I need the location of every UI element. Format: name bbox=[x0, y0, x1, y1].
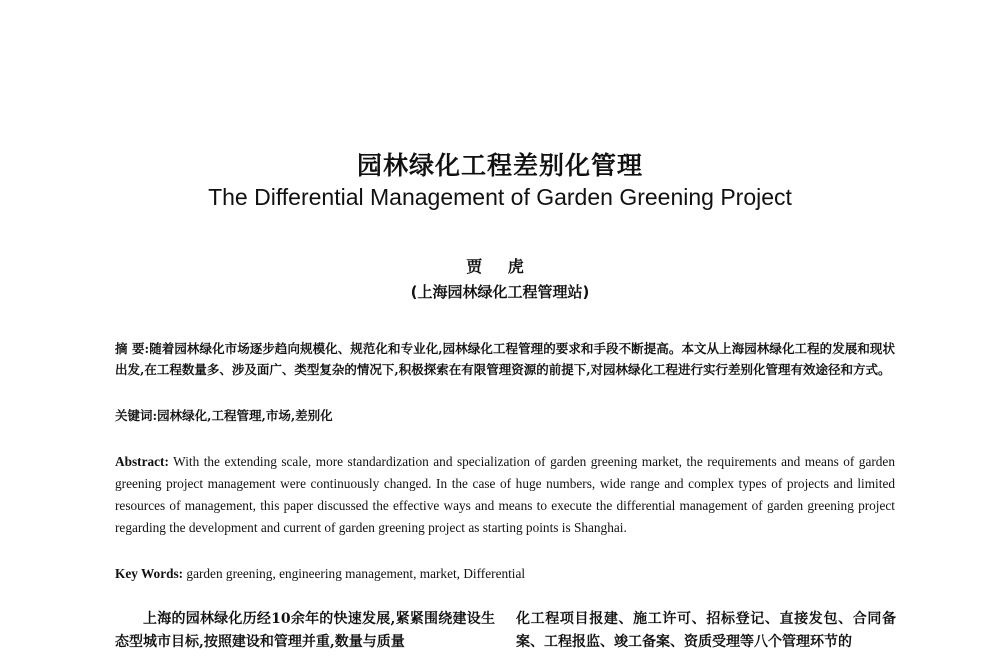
keywords-chinese bbox=[115, 405, 895, 426]
keywords-english bbox=[115, 563, 895, 585]
abstract-chinese-label: 摘 要: bbox=[115, 341, 150, 356]
abstract-chinese bbox=[115, 338, 895, 380]
body-left-column: 上海的园林绿化历经10余年的快速发展,紧紧围绕建设生态型城市目标,按照建设和管理并重,数量与质量 bbox=[115, 611, 495, 650]
keywords-english-label: Key Words: bbox=[115, 566, 184, 581]
abstract-english bbox=[115, 451, 895, 539]
author-affiliation: (上海园林绿化工程管理站) bbox=[410, 283, 590, 301]
author-name: 贾 虎 bbox=[466, 257, 534, 276]
title-english: The Differential Management of Garden Greening Project bbox=[208, 184, 792, 210]
abstract-english-label: Abstract: bbox=[115, 454, 169, 469]
title-chinese: 园林绿化工程差别化管理 bbox=[356, 151, 643, 180]
keywords-english-text: garden greening, engineering management, market, Differential bbox=[186, 566, 526, 581]
abstract-chinese-text: 随着园林绿化市场逐步趋向规模化、规范化和专业化,园林绿化工程管理的要求和手段不断提高。本文从上海园林绿化工程的发展和现状出发,在工程数量多、涉及面广、类型复杂的情况下,积极探索在有限管理资源的前提下,对园林绿化工程进行实行差别化管理有效途径和方式。 bbox=[115, 341, 895, 377]
body-right-column: 化工程项目报建、施工许可、招标登记、直接发包、合同备案、工程报监、竣工备案、资质受理等八个管理环节的 bbox=[516, 611, 896, 650]
keywords-chinese-label: 关键词: bbox=[115, 408, 158, 423]
keywords-chinese-text: 园林绿化,工程管理,市场,差别化 bbox=[157, 408, 333, 423]
abstract-english-text: With the extending scale, more standardization and specialization of garden greening market, the requirements and means of garden greening project management were continuously changed. In the case of huge numbers, wide range and complex types of projects and limited resources of management, this paper discussed the effective ways and means to execute the differential management of garden greening project regarding the development and current of garden greening project as starting points is Shanghai. bbox=[115, 454, 895, 535]
